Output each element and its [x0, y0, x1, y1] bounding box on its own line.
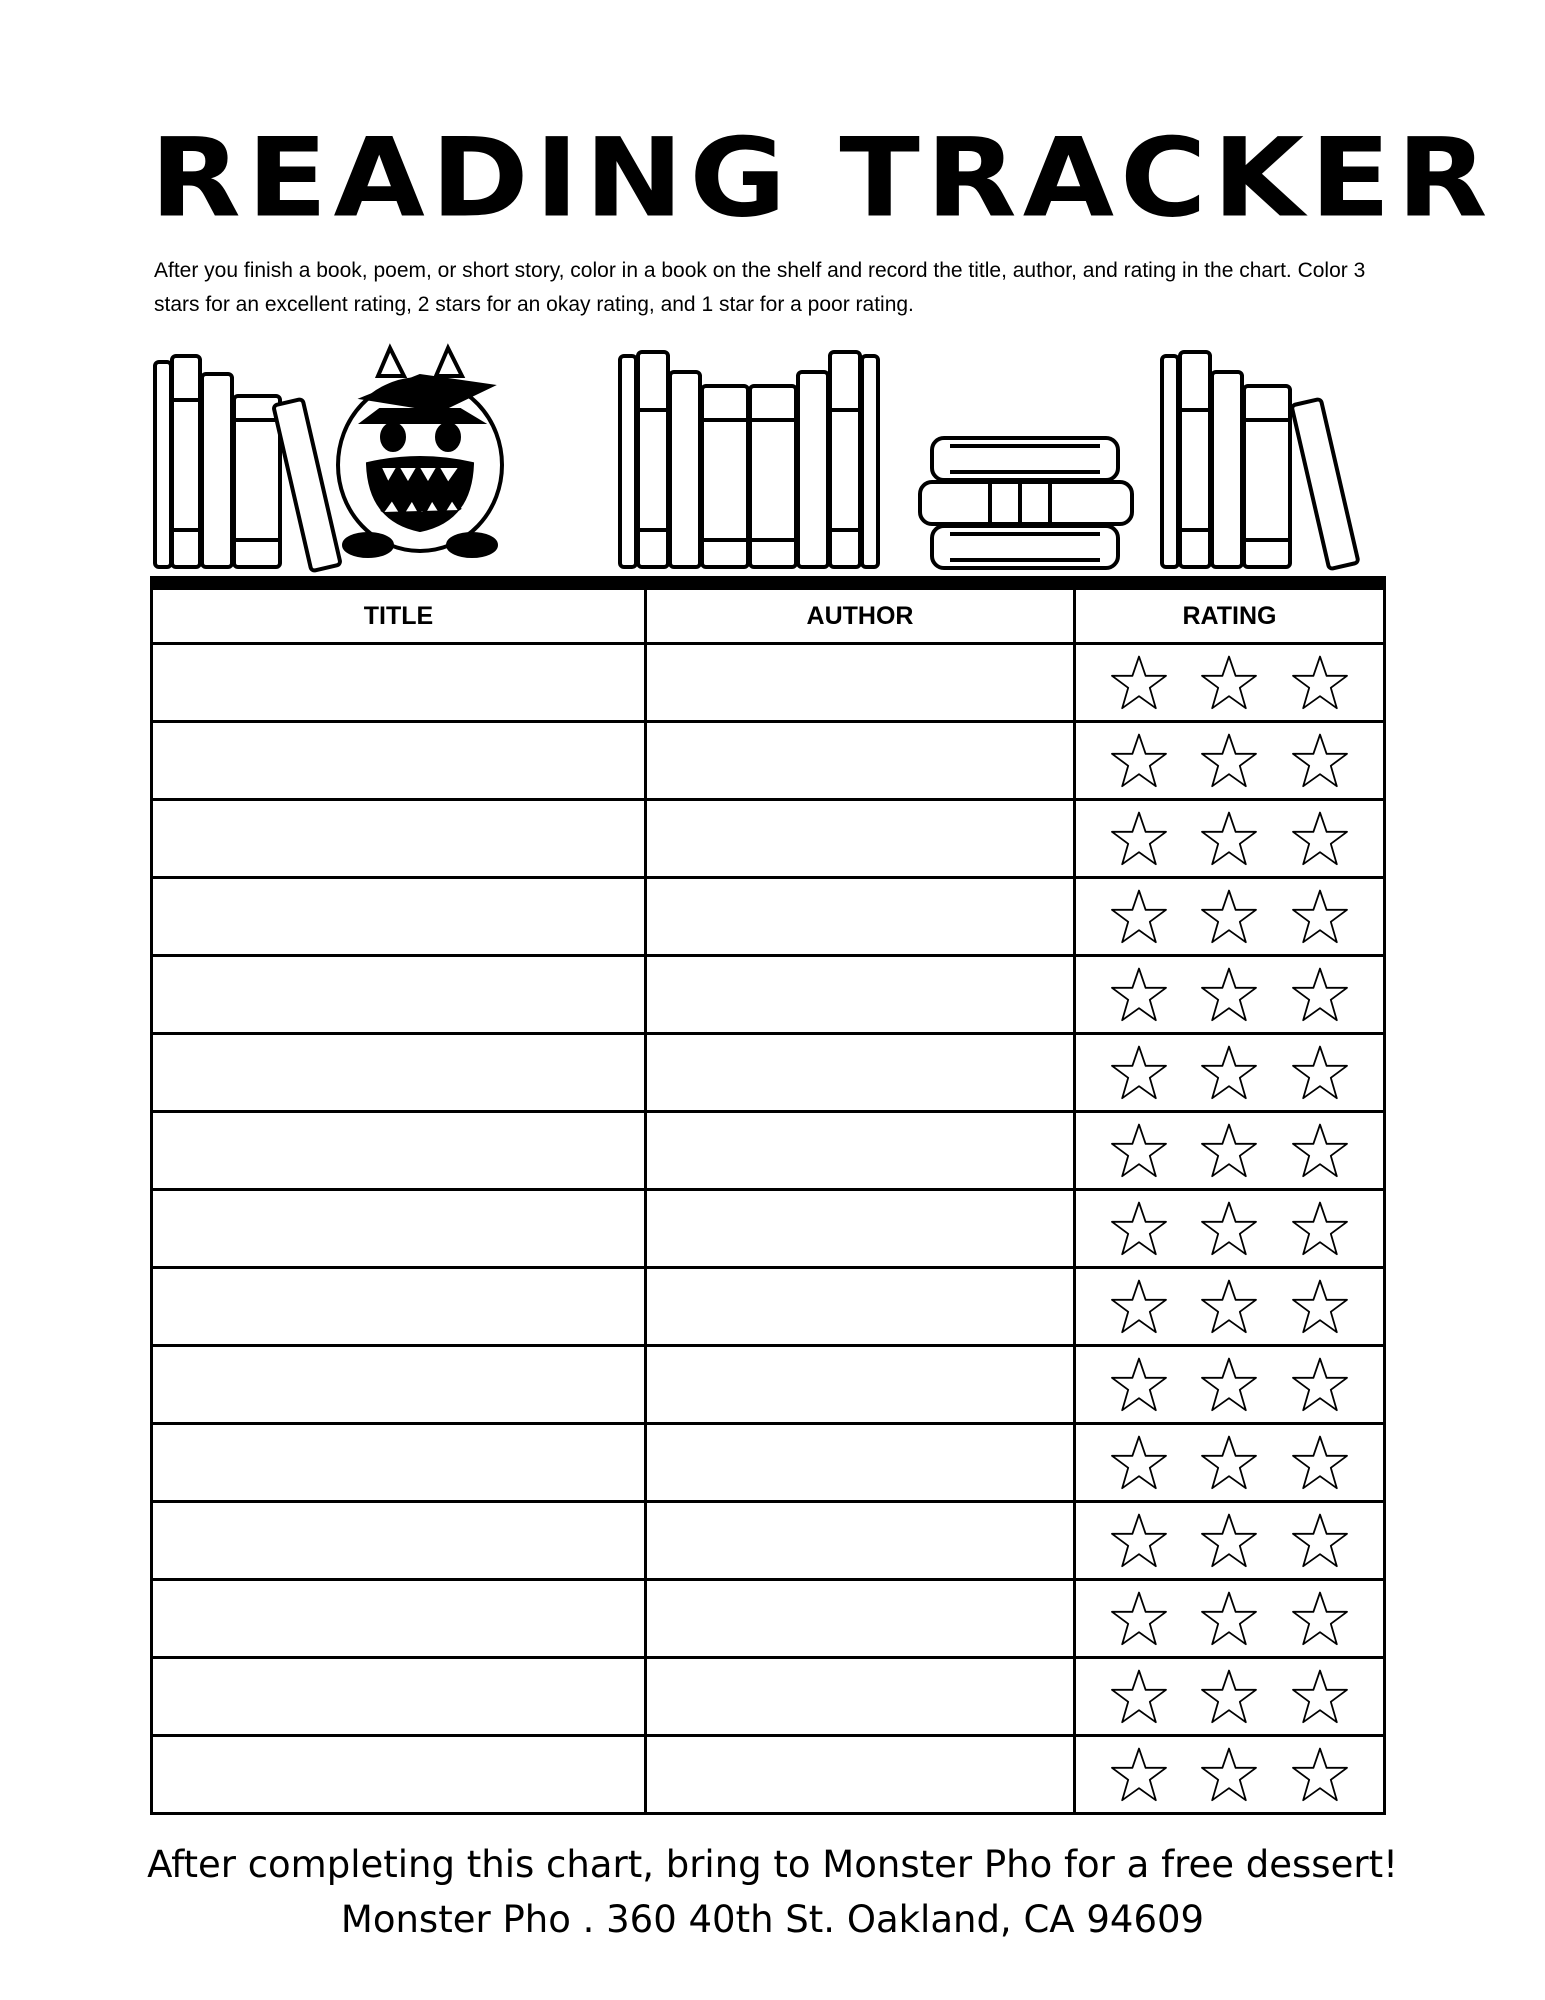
table-row: [152, 644, 1385, 722]
star-icon[interactable]: [1109, 1199, 1169, 1259]
star-icon[interactable]: [1290, 1745, 1350, 1805]
star-icon[interactable]: [1199, 1277, 1259, 1337]
rating-cell: [1075, 1580, 1385, 1658]
table-row: [152, 1658, 1385, 1736]
title-cell[interactable]: [152, 722, 646, 800]
star-icon[interactable]: [1199, 1043, 1259, 1103]
title-cell[interactable]: [152, 1268, 646, 1346]
star-icon[interactable]: [1290, 1511, 1350, 1571]
star-icon[interactable]: [1199, 809, 1259, 869]
author-cell[interactable]: [646, 1658, 1075, 1736]
table-row: [152, 722, 1385, 800]
star-icon[interactable]: [1109, 1589, 1169, 1649]
star-icon[interactable]: [1109, 1667, 1169, 1727]
title-cell[interactable]: [152, 644, 646, 722]
author-cell[interactable]: [646, 1580, 1075, 1658]
title-cell[interactable]: [152, 1346, 646, 1424]
star-icon[interactable]: [1199, 1121, 1259, 1181]
table-row: [152, 800, 1385, 878]
star-icon[interactable]: [1290, 1121, 1350, 1181]
title-cell[interactable]: [152, 800, 646, 878]
rating-cell: [1075, 1736, 1385, 1814]
star-icon[interactable]: [1109, 1277, 1169, 1337]
table-row: [152, 1502, 1385, 1580]
table-row: [152, 1424, 1385, 1502]
star-icon[interactable]: [1199, 1589, 1259, 1649]
book-pile-icon: [920, 438, 1132, 568]
star-icon[interactable]: [1109, 1121, 1169, 1181]
star-icon[interactable]: [1109, 965, 1169, 1025]
star-icon[interactable]: [1199, 1745, 1259, 1805]
column-header-title: TITLE: [152, 590, 646, 644]
monster-mascot-icon: [338, 348, 502, 556]
table-row: [152, 1736, 1385, 1814]
star-icon[interactable]: [1109, 1433, 1169, 1493]
star-icon[interactable]: [1199, 1433, 1259, 1493]
star-icon[interactable]: [1109, 887, 1169, 947]
rating-cell: [1075, 1112, 1385, 1190]
rating-cell: [1075, 878, 1385, 956]
author-cell[interactable]: [646, 956, 1075, 1034]
footer-offer: After completing this chart, bring to Monster Pho for a free dessert!: [147, 1843, 1398, 1886]
table-row: [152, 956, 1385, 1034]
star-icon[interactable]: [1199, 965, 1259, 1025]
title-cell[interactable]: [152, 956, 646, 1034]
star-icon[interactable]: [1199, 653, 1259, 713]
author-cell[interactable]: [646, 1736, 1075, 1814]
title-cell[interactable]: [152, 1190, 646, 1268]
title-cell[interactable]: [152, 1502, 646, 1580]
rating-cell: [1075, 1346, 1385, 1424]
table-row: [152, 1346, 1385, 1424]
table-top-bar: [150, 576, 1386, 590]
star-icon[interactable]: [1199, 1199, 1259, 1259]
rating-cell: [1075, 1424, 1385, 1502]
title-cell[interactable]: [152, 1658, 646, 1736]
author-cell[interactable]: [646, 644, 1075, 722]
star-icon[interactable]: [1290, 1199, 1350, 1259]
rating-cell: [1075, 1190, 1385, 1268]
rating-cell: [1075, 1034, 1385, 1112]
rating-cell: [1075, 800, 1385, 878]
table-header-row: [152, 590, 1385, 644]
column-header-author: AUTHOR: [646, 590, 1075, 644]
author-cell[interactable]: [646, 878, 1075, 956]
star-icon[interactable]: [1109, 809, 1169, 869]
author-cell[interactable]: [646, 1190, 1075, 1268]
star-icon[interactable]: [1290, 1667, 1350, 1727]
rating-cell: [1075, 1658, 1385, 1736]
star-icon[interactable]: [1199, 887, 1259, 947]
table-row: [152, 1190, 1385, 1268]
star-icon[interactable]: [1290, 1433, 1350, 1493]
star-icon[interactable]: [1199, 1511, 1259, 1571]
star-icon[interactable]: [1290, 1589, 1350, 1649]
star-icon[interactable]: [1109, 1043, 1169, 1103]
book-stack-icon: [1162, 352, 1359, 569]
author-cell[interactable]: [646, 1502, 1075, 1580]
rating-cell: [1075, 722, 1385, 800]
bookshelf-illustration: [150, 340, 1395, 580]
title-cell[interactable]: [152, 1034, 646, 1112]
title-cell[interactable]: [152, 1736, 646, 1814]
page-title: READING TRACKER: [150, 114, 1494, 242]
star-icon[interactable]: [1290, 1043, 1350, 1103]
table-row: [152, 1112, 1385, 1190]
rating-cell: [1075, 956, 1385, 1034]
star-icon[interactable]: [1199, 1355, 1259, 1415]
title-cell[interactable]: [152, 1580, 646, 1658]
author-cell[interactable]: [646, 1346, 1075, 1424]
author-cell[interactable]: [646, 1268, 1075, 1346]
star-icon[interactable]: [1290, 653, 1350, 713]
star-icon[interactable]: [1290, 809, 1350, 869]
star-icon[interactable]: [1109, 1511, 1169, 1571]
table-row: [152, 1034, 1385, 1112]
column-header-rating: RATING: [1075, 590, 1385, 644]
star-icon[interactable]: [1199, 731, 1259, 791]
author-cell[interactable]: [646, 1424, 1075, 1502]
table-row: [152, 1580, 1385, 1658]
reading-tracker-table: [150, 576, 1386, 1815]
instructions-text: After you finish a book, poem, or short story, color in a book on the shelf and record the title, author, and rating in the chart. Color 3 stars for an excellent rating, 2 stars for an okay rating, and 1 star for a poor rating.: [154, 259, 1366, 316]
star-icon[interactable]: [1199, 1667, 1259, 1727]
footer-address: Monster Pho . 360 40th St. Oakland, CA 94609: [340, 1898, 1205, 1941]
star-icon[interactable]: [1290, 965, 1350, 1025]
rating-cell: [1075, 1502, 1385, 1580]
star-icon[interactable]: [1290, 731, 1350, 791]
rating-cell: [1075, 644, 1385, 722]
table-row: [152, 878, 1385, 956]
book-stack-icon: [155, 356, 341, 571]
author-cell[interactable]: [646, 1112, 1075, 1190]
star-icon[interactable]: [1290, 1277, 1350, 1337]
star-icon[interactable]: [1109, 1745, 1169, 1805]
title-cell[interactable]: [152, 1112, 646, 1190]
rating-cell: [1075, 1268, 1385, 1346]
author-cell[interactable]: [646, 1034, 1075, 1112]
table-row: [152, 1268, 1385, 1346]
star-icon[interactable]: [1109, 1355, 1169, 1415]
author-cell[interactable]: [646, 722, 1075, 800]
star-icon[interactable]: [1290, 887, 1350, 947]
author-cell[interactable]: [646, 800, 1075, 878]
star-icon[interactable]: [1109, 653, 1169, 713]
star-icon[interactable]: [1109, 731, 1169, 791]
star-icon[interactable]: [1290, 1355, 1350, 1415]
book-stack-icon: [620, 352, 878, 567]
title-cell[interactable]: [152, 1424, 646, 1502]
title-cell[interactable]: [152, 878, 646, 956]
